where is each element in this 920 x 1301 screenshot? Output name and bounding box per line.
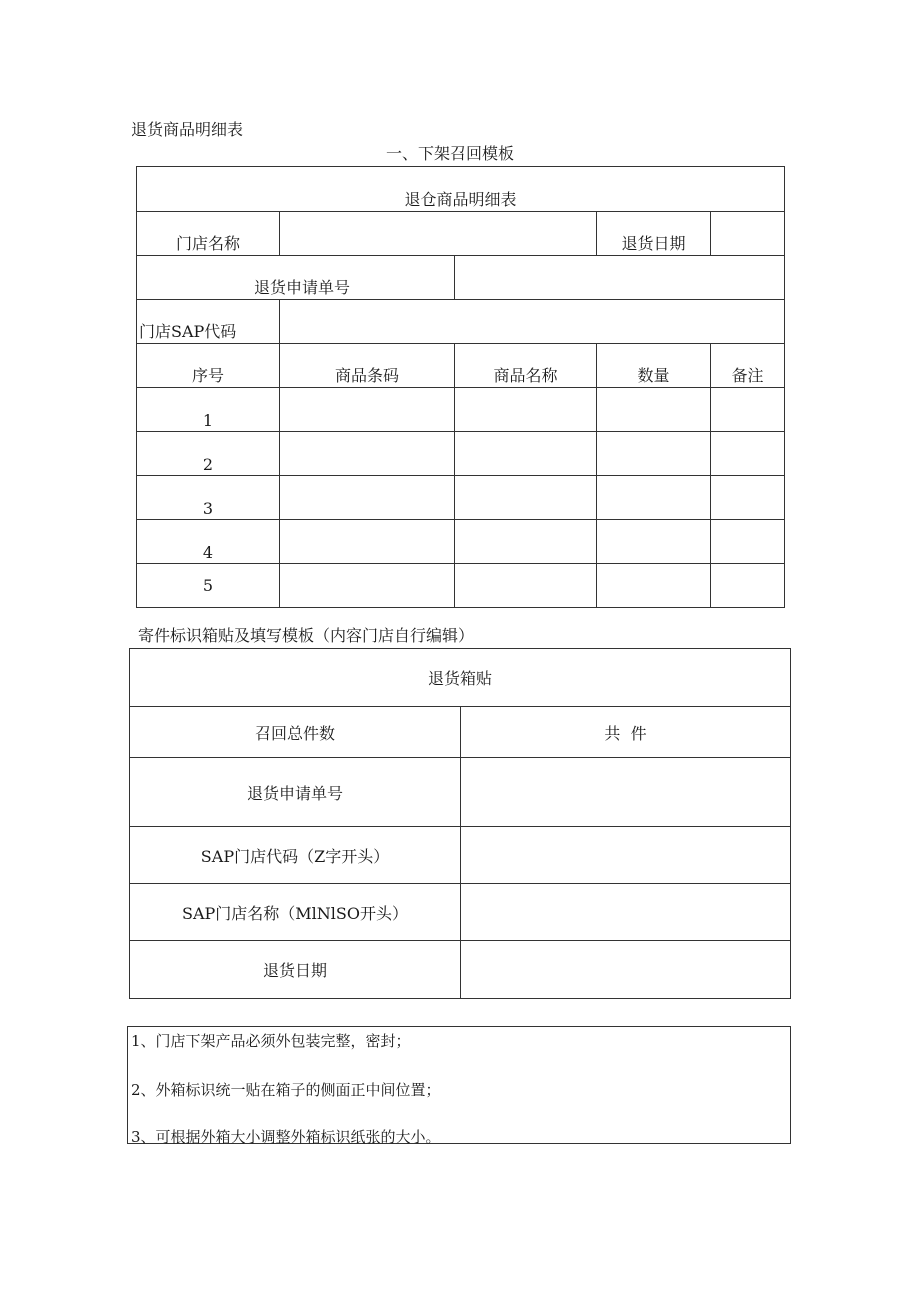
column-header: 序号 bbox=[137, 344, 280, 388]
remark-cell[interactable] bbox=[711, 432, 785, 476]
column-header: 备注 bbox=[711, 344, 785, 388]
box-label-title: 退货箱贴 bbox=[130, 649, 791, 707]
section2-title: 寄件标识箱贴及填写模板（内容门店自行编辑） bbox=[138, 626, 475, 645]
store-name-label-cell bbox=[137, 212, 280, 256]
document-title: 退货商品明细表 bbox=[131, 120, 244, 139]
table1-title: 退仓商品明细表 bbox=[404, 190, 517, 209]
table1-header-row bbox=[137, 344, 785, 388]
quantity-cell[interactable] bbox=[597, 432, 711, 476]
total-pieces-label: 召回总件数 bbox=[130, 707, 461, 758]
column-header: 商品名称 bbox=[455, 344, 597, 388]
return-date-label-cell bbox=[597, 212, 711, 256]
barcode-cell[interactable] bbox=[280, 476, 455, 520]
remark-cell[interactable] bbox=[711, 564, 785, 608]
store-sap-label: 门店SAP代码 bbox=[139, 322, 237, 341]
sap-store-code-field[interactable] bbox=[461, 827, 791, 884]
table-row bbox=[137, 476, 785, 520]
table-row bbox=[130, 827, 791, 884]
row-number: 1 bbox=[137, 388, 280, 432]
total-pieces-field[interactable]: 共 件 bbox=[461, 707, 791, 758]
column-header: 商品条码 bbox=[280, 344, 455, 388]
table-row bbox=[137, 564, 785, 608]
barcode-cell[interactable] bbox=[280, 564, 455, 608]
quantity-cell[interactable] bbox=[597, 388, 711, 432]
product-name-cell[interactable] bbox=[455, 476, 597, 520]
product-name-cell[interactable] bbox=[455, 432, 597, 476]
note-item: 1、门店下架产品必须外包装完整，密封； bbox=[131, 1032, 411, 1050]
application-no-label-cell bbox=[137, 256, 455, 300]
barcode-cell[interactable] bbox=[280, 388, 455, 432]
remark-cell[interactable] bbox=[711, 476, 785, 520]
store-sap-field[interactable] bbox=[280, 300, 785, 344]
application-no-field[interactable] bbox=[455, 256, 785, 300]
remark-cell[interactable] bbox=[711, 388, 785, 432]
row-number: 2 bbox=[137, 432, 280, 476]
note-item: 3、可根据外箱大小调整外箱标识纸张的大小。 bbox=[131, 1128, 441, 1146]
return-date-label: 退货日期 bbox=[621, 234, 686, 253]
sap-store-name-label: SAP门店名称（MlNlSO开头） bbox=[130, 884, 461, 941]
table-row bbox=[130, 941, 791, 999]
section1-title: 一、下架召回模板 bbox=[386, 144, 515, 163]
table-row bbox=[130, 884, 791, 941]
note-item: 2、外箱标识统一贴在箱子的侧面正中间位置； bbox=[131, 1081, 441, 1099]
application-no-label: 退货申请单号 bbox=[130, 758, 461, 827]
product-name-cell[interactable] bbox=[455, 520, 597, 564]
notes-box bbox=[127, 1026, 791, 1144]
row-number: 5 bbox=[137, 564, 280, 608]
application-no-label: 退货申请单号 bbox=[253, 278, 350, 297]
table-row bbox=[137, 388, 785, 432]
store-sap-label-cell bbox=[137, 300, 280, 344]
quantity-cell[interactable] bbox=[597, 564, 711, 608]
return-detail-table bbox=[136, 166, 785, 608]
table-row bbox=[130, 707, 791, 758]
barcode-cell[interactable] bbox=[280, 432, 455, 476]
table-row bbox=[137, 432, 785, 476]
store-name-label: 门店名称 bbox=[175, 234, 240, 253]
store-name-field[interactable] bbox=[280, 212, 597, 256]
quantity-cell[interactable] bbox=[597, 476, 711, 520]
application-no-field[interactable] bbox=[461, 758, 791, 827]
row-number: 4 bbox=[137, 520, 280, 564]
table-row bbox=[130, 758, 791, 827]
return-date-field[interactable] bbox=[461, 941, 791, 999]
row-number: 3 bbox=[137, 476, 280, 520]
table-row bbox=[137, 520, 785, 564]
remark-cell[interactable] bbox=[711, 520, 785, 564]
box-label-table bbox=[129, 648, 791, 999]
sap-store-code-label: SAP门店代码（Z字开头） bbox=[130, 827, 461, 884]
column-header: 数量 bbox=[597, 344, 711, 388]
return-date-label: 退货日期 bbox=[130, 941, 461, 999]
return-date-field[interactable] bbox=[711, 212, 785, 256]
sap-store-name-field[interactable] bbox=[461, 884, 791, 941]
barcode-cell[interactable] bbox=[280, 520, 455, 564]
table1-title-cell bbox=[137, 167, 785, 212]
quantity-cell[interactable] bbox=[597, 520, 711, 564]
product-name-cell[interactable] bbox=[455, 388, 597, 432]
product-name-cell[interactable] bbox=[455, 564, 597, 608]
